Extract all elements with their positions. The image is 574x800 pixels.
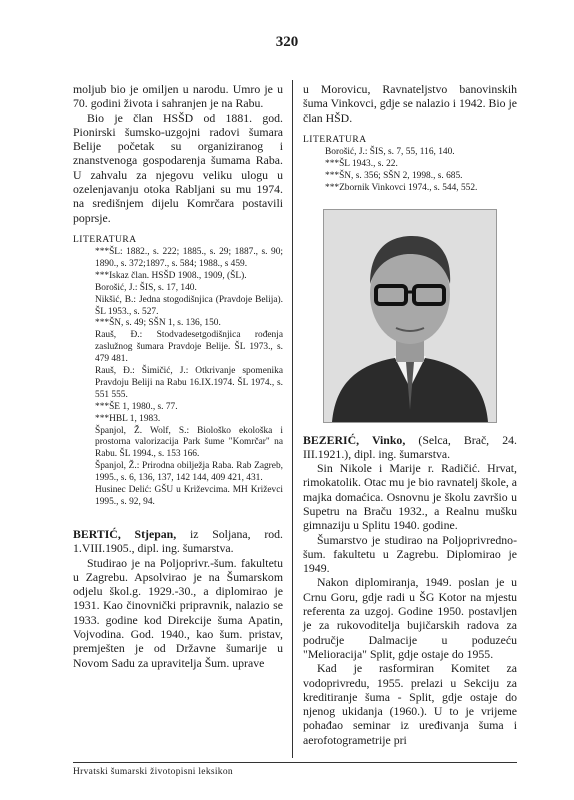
paragraph: Sin Nikole i Marije r. Radičić. Hrvat, rimokatolik. Otac mu je bio ravnatelj škole, a majka domaćica. Osnovnu je školu završio u Supetru na Braču 1932., a Realnu mušku gimnaziju u Splitu 1940. godine.: [303, 461, 517, 533]
right-column: [303, 82, 517, 747]
paragraph: Studirao je na Poljoprivr.-šum. fakultetu u Zagrebu. Apsolvirao je na Šumarskom odjelu škol.g. 1929.-30., a diplomirao je 1931. Kao činovnički pripravnik, nalazio se 1933. godine kod Direkcije šuma Apatin, Vojvodina. God. 1940., kao šum. pristav, premješten je od Državne šumarije u Novom Sadu za upravitelja Šum. uprave: [73, 555, 283, 670]
paragraph: Bio je član HSŠD od 1881. god. Pionirski šumsko-uzgojni radovi šumara Belije početak su organiziranog i znanstvenoga gospodarenja šumama Raba. U zahvalu za njegovu veliku ulogu u ozelenjavanju otoka Rabljani su mu 1974. na središnjem dijelu Komrčara postavili poprsje.: [73, 110, 283, 225]
entry-heading: BERTIĆ, Stjepan,: [73, 526, 177, 541]
literature-item: Rauš, Đ.: Šimičić, J.: Otkrivanje spomenika Pravdoju Beliji na Rabu 16.IX.1974. ŠL 1974., s. 551 555.: [95, 366, 283, 400]
paragraph: moljub bio je omiljen u narodu. Umro je u 70. godini života i sahranjen je na Rabu.: [73, 82, 283, 111]
literature-item: ***HBL 1, 1983.: [95, 413, 161, 424]
entry-heading: BEZERIĆ, Vinko,: [303, 432, 406, 447]
literature-item: ***ŠN, s. 49; SŠN 1, s. 136, 150.: [95, 318, 221, 329]
literature-item: ***ŠN, s. 356; SŠN 2, 1998., s. 685.: [325, 170, 463, 181]
entry-intro: [73, 527, 283, 556]
literature-item: ***ŠL: 1882., s. 222; 1885., s. 29; 1887., s. 90; 1890., s. 372;1897., s. 584; 1988., s 459.: [95, 246, 283, 269]
literature-item: Nikšić, B.: Jedna stogodišnjica (Pravdoje Belija). ŠL 1953., s. 527.: [95, 294, 283, 317]
paragraph: u Morovicu, Ravnateljstvo banovinskih šuma Vinkovci, gdje se nalazio i 1942. Bio je član HŠD.: [303, 82, 518, 125]
literature-item: ***ŠE 1, 1980., s. 77.: [95, 401, 178, 412]
paragraph: Kad je rasformiran Komitet za vodoprivredu, 1955. prelazi u Sekciju za kreditiranje šuma - Split, gdje ostaje do njenog ukidanja (1960.). U to je vrijeme pohađao seminar iz uređivanja šuma i aerofotogrametrije pri: [303, 661, 517, 747]
literature-item: ***Zbornik Vinkovci 1974., s. 544, 552.: [325, 182, 478, 193]
literature-heading: LITERATURA: [73, 234, 137, 245]
literature-list: [73, 247, 283, 509]
footer-title: Hrvatski šumarski životopisni leksikon: [73, 767, 233, 777]
paragraph: Šumarstvo je studirao na Poljoprivredno-šum. fakultetu u Zagrebu. Diplomirao je 1949.: [303, 532, 517, 576]
column-divider: [292, 80, 293, 758]
literature-item: Borošić, J.: ŠIS, s. 17, 140.: [95, 282, 197, 293]
literature-list: [303, 147, 517, 195]
literature-item: Rauš, Đ.: Stodvadesetgodišnjica rođenja zaslužnog šumara Pravdoje Belije. ŠL 1973., s. 479 481.: [95, 330, 283, 365]
literature-item: Borošić, J.: ŠIS, s. 7, 55, 116, 140.: [325, 146, 455, 157]
paragraph: Nakon diplomiranja, 1949. poslan je u Crnu Goru, gdje radi u ŠG Kotor na mjestu referenta za uzgoj. Godine 1950. postavljen je za rukovoditelja bujičarskih radova za područje Dalmacije u poduzeću "Melioracija" Split, gdje ostaje do 1955.: [303, 575, 517, 661]
footer-rule: [73, 762, 517, 763]
literature-item: ***ŠL 1943., s. 22.: [325, 158, 398, 169]
entry-intro-text: (Selca, Brač, 24. III.1921.), dipl. ing. šumarstva.: [303, 432, 517, 461]
literature-heading: LITERATURA: [303, 134, 367, 145]
portrait-photo: [323, 209, 497, 423]
left-column: [73, 82, 283, 670]
literature-item: Husinec Delić: GŠU u Križevcima. MH Križevci 1995., s. 92, 94.: [95, 485, 283, 507]
entry-intro-text: iz Soljana, rod. 1.VIII.1905., dipl. ing. šumarstva.: [73, 526, 284, 556]
literature-item: Španjol, Ž. Wolf, S.: Biološko ekološka i prostorna valorizacija Park šume "Komrčar" na Rabu. ŠL 1994., s. 153 166.: [95, 425, 283, 460]
entry-intro: [303, 433, 517, 462]
literature-item: ***Iskaz član. HSŠD 1908., 1909, (ŠL).: [95, 270, 247, 281]
page-number: 320: [275, 34, 299, 50]
literature-item: Španjol, Ž.: Prirodna obilježja Raba. Rab Zagreb, 1995., s. 6, 136, 137, 142 144, 409 421, 431.: [95, 461, 283, 484]
